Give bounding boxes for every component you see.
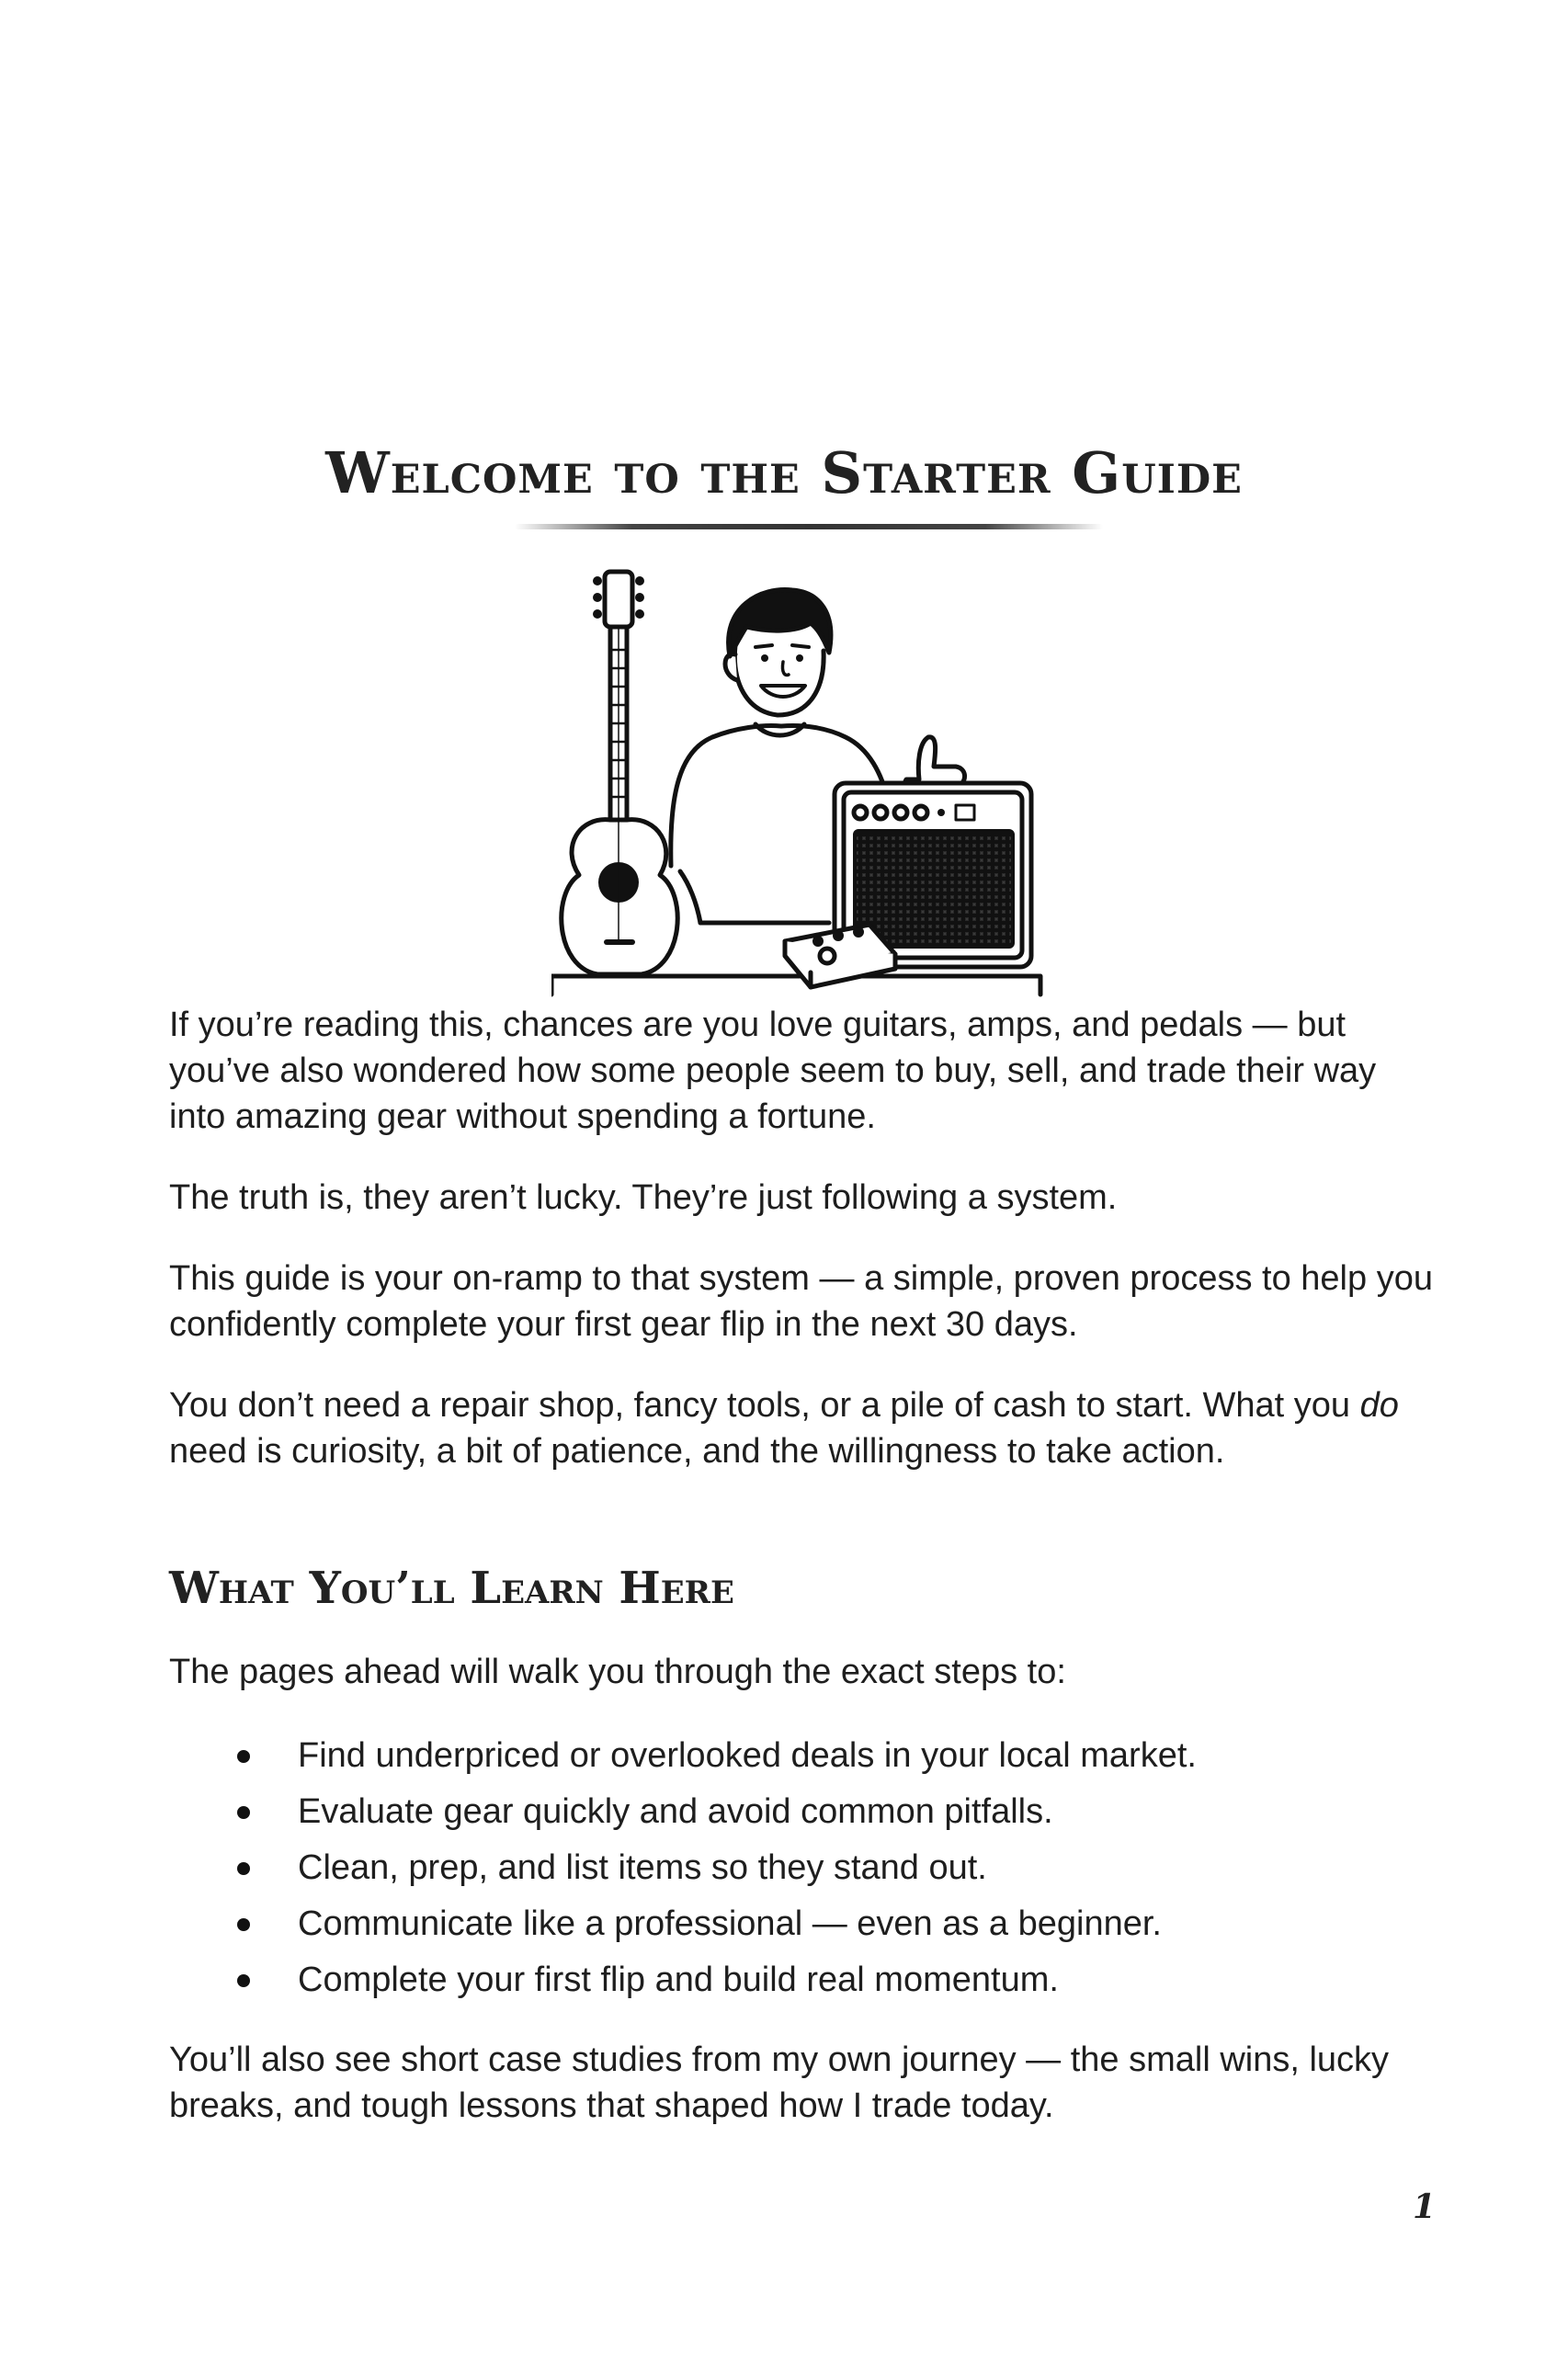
closing-paragraph: You’ll also see short case studies from my own journey — the small wins, lucky breaks, and tough lessons that shaped how I trade today. xyxy=(169,2040,1390,2125)
list-item-text: Find underpriced or overlooked deals in your local market. xyxy=(298,1736,1197,1775)
title-underline-rule xyxy=(515,524,1103,529)
intro-paragraph-4-start: You don’t need a repair shop, fancy tools, or a pile of cash to start. What you xyxy=(169,1386,1360,1425)
intro-paragraph-4-end: need is curiosity, a bit of patience, and the willingness to take action. xyxy=(169,1432,1225,1471)
bullet-dot-icon xyxy=(237,1974,250,1987)
emphasis-do: do xyxy=(1359,1386,1399,1425)
list-item xyxy=(169,1728,1437,1784)
bullet-dot-icon xyxy=(237,1750,250,1763)
page-number: 1 xyxy=(1412,2188,1436,2226)
section-heading-learn: What You’ll Learn Here xyxy=(169,1563,734,1614)
page-title: Welcome to the Starter Guide xyxy=(325,439,1243,506)
man-with-guitar-amp-pedal-illustration xyxy=(551,563,1066,999)
table-line xyxy=(551,976,1040,995)
intro-paragraph-1: If you’re reading this, chances are you love guitars, amps, and pedals — but you’ve also wondered how some people seem to buy, sell, and trade their way into amazing gear without spending a fortune. xyxy=(169,1006,1377,1136)
list-item-text: Evaluate gear quickly and avoid common pitfalls. xyxy=(298,1792,1053,1831)
list-item-text: Complete your first flip and build real momentum. xyxy=(298,1961,1059,1999)
list-item-text: Communicate like a professional — even as a beginner. xyxy=(298,1904,1162,1943)
intro-paragraph-4 xyxy=(169,1382,1437,1474)
list-item xyxy=(169,1784,1437,1840)
list-item xyxy=(169,1952,1437,2008)
learn-lead-paragraph: The pages ahead will walk you through the exact steps to: xyxy=(169,1653,1066,1691)
list-item xyxy=(169,1896,1437,1952)
learn-bullet-list xyxy=(169,1728,1437,2008)
intro-paragraph-2: The truth is, they aren’t lucky. They’re just following a system. xyxy=(169,1178,1118,1217)
acoustic-guitar xyxy=(562,572,677,974)
intro-paragraph-3: This guide is your on-ramp to that system — a simple, proven process to help you confidently complete your first gear flip in the next 30 days. xyxy=(169,1259,1433,1344)
bullet-dot-icon xyxy=(237,1862,250,1875)
list-item-text: Clean, prep, and list items so they stand out. xyxy=(298,1848,987,1887)
bullet-dot-icon xyxy=(237,1806,250,1819)
list-item xyxy=(169,1840,1437,1896)
bullet-dot-icon xyxy=(237,1918,250,1931)
